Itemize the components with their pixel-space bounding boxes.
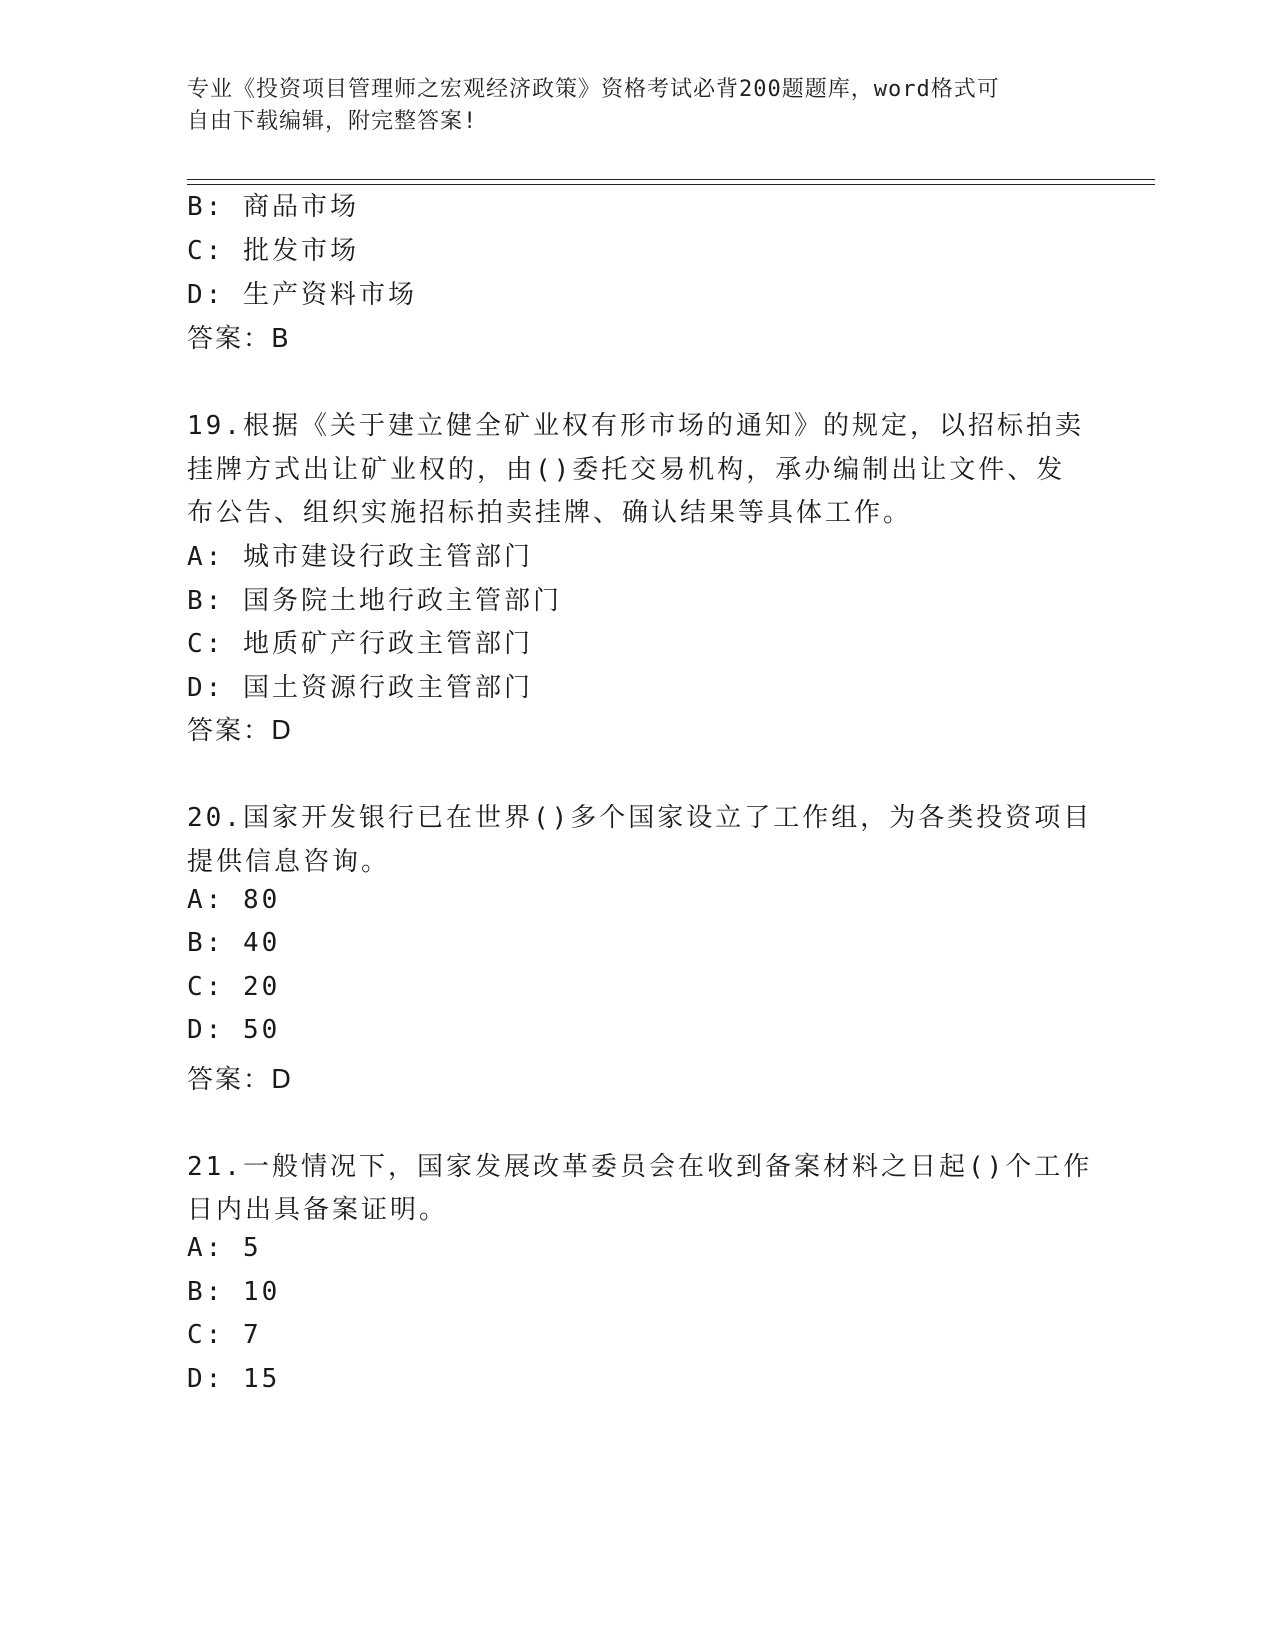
q20-option-c: C: 20 (187, 972, 281, 1002)
q19-option-b: B: 国务院土地行政主管部门 (187, 586, 562, 616)
q20-answer: 答案：D (187, 1065, 294, 1095)
q21-option-a: A: 5 (187, 1233, 262, 1263)
header-divider-bottom (187, 184, 1155, 185)
q20-option-b: B: 40 (187, 928, 281, 958)
header-line-2: 自由下载编辑，附完整答案! (187, 109, 478, 134)
q21-option-c: C: 7 (187, 1320, 262, 1350)
q19-answer: 答案：D (187, 716, 294, 746)
q19-option-a: A: 城市建设行政主管部门 (187, 542, 533, 572)
q21-option-d: D: 15 (187, 1364, 281, 1394)
q19-option-d: D: 国土资源行政主管部门 (187, 673, 533, 703)
q20-option-d: D: 50 (187, 1015, 281, 1045)
document-header (187, 74, 1087, 138)
q19-stem-line-3: 布公告、组织实施招标拍卖挂牌、确认结果等具体工作。 (187, 498, 913, 528)
q18-option-d: D: 生产资料市场 (187, 280, 417, 310)
q20-stem-line-1: 20.国家开发银行已在世界()多个国家设立了工作组，为各类投资项目 (187, 803, 1093, 833)
q18-option-c: C: 批发市场 (187, 236, 359, 266)
q18-option-b: B: 商品市场 (187, 192, 359, 222)
q18-answer: 答案：B (187, 324, 291, 354)
q21-stem-line-1: 21.一般情况下，国家发展改革委员会在收到备案材料之日起()个工作 (187, 1152, 1093, 1182)
header-divider-top (187, 179, 1155, 180)
q19-option-c: C: 地质矿产行政主管部门 (187, 629, 533, 659)
header-line-1: 专业《投资项目管理师之宏观经济政策》资格考试必背200题题库，word格式可 (187, 77, 1000, 102)
q21-option-b: B: 10 (187, 1277, 281, 1307)
q21-stem-line-2: 日内出具备案证明。 (187, 1195, 449, 1225)
q19-stem-line-1: 19.根据《关于建立健全矿业权有形市场的通知》的规定，以招标拍卖 (187, 411, 1084, 441)
q19-stem-line-2: 挂牌方式出让矿业权的，由()委托交易机构，承办编制出让文件、发 (187, 455, 1066, 485)
q20-option-a: A: 80 (187, 885, 281, 915)
q20-stem-line-2: 提供信息咨询。 (187, 847, 391, 877)
